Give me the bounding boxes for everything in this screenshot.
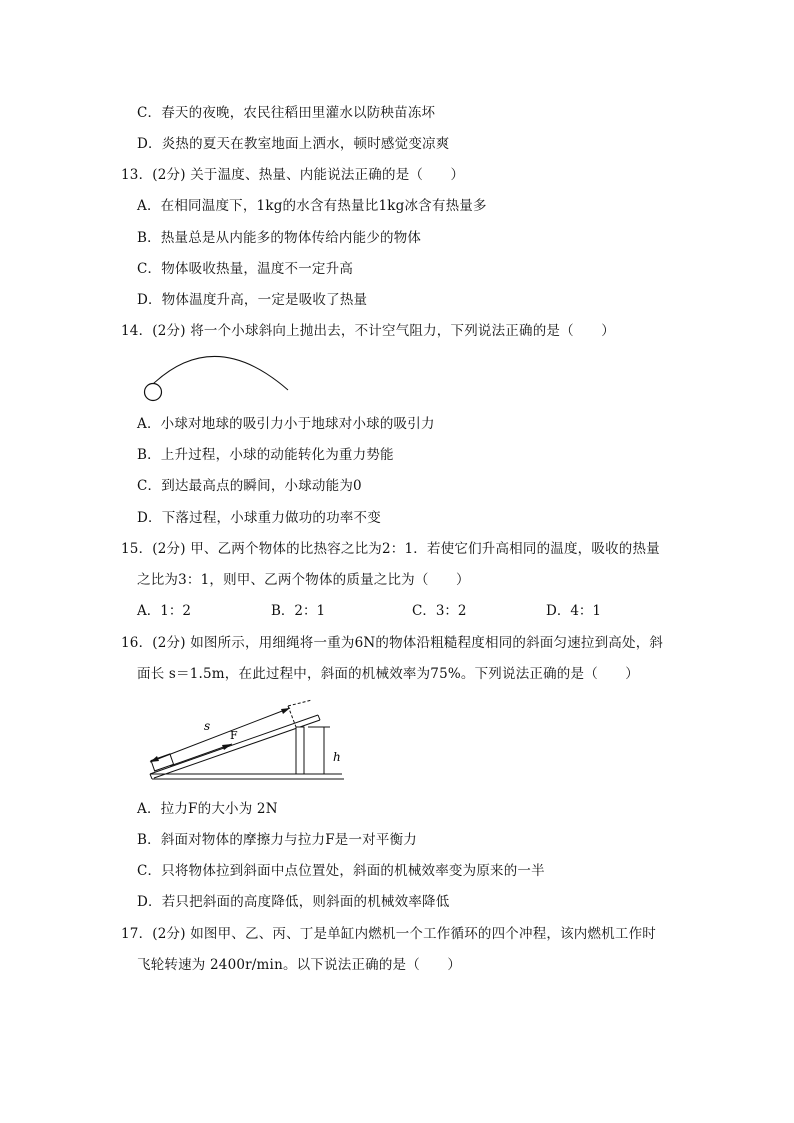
q16-block [151, 754, 174, 771]
q15-option-c: C．3：2 [412, 603, 467, 619]
q14-trajectory-arc [153, 356, 288, 390]
q16-option-a: A．拉力F的大小为 2N [137, 801, 278, 817]
q16-option-d: D．若只把斜面的高度降低，则斜面的机械效率降低 [137, 894, 450, 910]
q14-ball [145, 384, 162, 401]
q15-options [137, 602, 617, 620]
q16-incline-top-edge [318, 715, 320, 720]
q16-ground-left-edge [150, 774, 152, 779]
q16-option-c: C．只将物体拉到斜面中点位置处，斜面的机械效率变为原来的一半 [137, 863, 545, 879]
q15-stem-line2: 之比为3：1，则甲、乙两个物体的质量之比为（ ） [137, 572, 470, 588]
q16-label-F: F [230, 729, 238, 742]
q14-option-b: B．上升过程，小球的动能转化为重力势能 [137, 447, 394, 463]
q16-stem-line2: 面长 s＝1.5m，在此过程中，斜面的机械效率为75%。下列说法正确的是（ ） [137, 666, 639, 682]
q14-stem: 14．(2分) 将一个小球斜向上抛出去，不计空气阻力，下列说法正确的是（ ） [121, 323, 615, 339]
q16-incline-top [150, 715, 318, 774]
q15-stem-line1: 15．(2分) 甲、乙两个物体的比热容之比为2：1．若使它们升高相同的温度，吸收的热量 [121, 541, 660, 557]
q15-option-b: B．2：1 [271, 603, 326, 619]
q16-label-h: h [333, 750, 341, 764]
q14-option-d: D．下落过程，小球重力做功的功率不变 [137, 510, 381, 526]
q17-stem-line1: 17．(2分) 如图甲、乙、丙、丁是单缸内燃机一个工作循环的四个冲程，该内燃机工作时 [121, 926, 656, 942]
q16-support-pillar [296, 727, 304, 774]
q16-force-arrow [170, 744, 232, 766]
q13-option-c: C．物体吸收热量，温度不一定升高 [137, 261, 354, 277]
q13-option-d: D．物体温度升高，一定是吸收了热量 [137, 292, 368, 308]
q12-option-d: D．炎热的夏天在教室地面上洒水，顿时感觉变凉爽 [137, 136, 450, 152]
q13-option-a: A．在相同温度下，1kg的水含有热量比1kg冰含有热量多 [137, 198, 487, 214]
q16-s-dimension-line [150, 708, 290, 762]
q13-option-b: B．热量总是从内能多的物体传给内能少的物体 [137, 230, 422, 246]
q15-option-d: D．4：1 [546, 603, 602, 619]
q16-stem-line1: 16．(2分) 如图所示，用细绳将一重为6N的物体沿粗糙程度相同的斜面匀速拉到高处，斜 [121, 635, 664, 651]
q16-force-arrowhead [222, 744, 232, 750]
q14-option-c: C．到达最高点的瞬间，小球动能为0 [137, 478, 362, 494]
q16-incline-figure [140, 696, 355, 788]
q16-option-b: B．斜面对物体的摩擦力与拉力F是一对平衡力 [137, 832, 417, 848]
q14-option-a: A．小球对地球的吸引力小于地球对小球的吸引力 [137, 416, 435, 432]
q16-s-arrow-left [150, 756, 159, 762]
q13-stem: 13．(2分) 关于温度、热量、内能说法正确的是（ ） [121, 167, 465, 183]
q17-stem-line2: 飞轮转速为 2400r/min。以下说法正确的是（ ） [137, 957, 462, 973]
q16-label-s: s [204, 719, 211, 733]
q16-s-dash-top [288, 700, 312, 706]
q12-option-c: C．春天的夜晚，农民往稻田里灌水以防秧苗冻坏 [137, 105, 436, 121]
q15-option-a: A．1：2 [137, 603, 191, 619]
q14-trajectory-figure [140, 354, 300, 404]
